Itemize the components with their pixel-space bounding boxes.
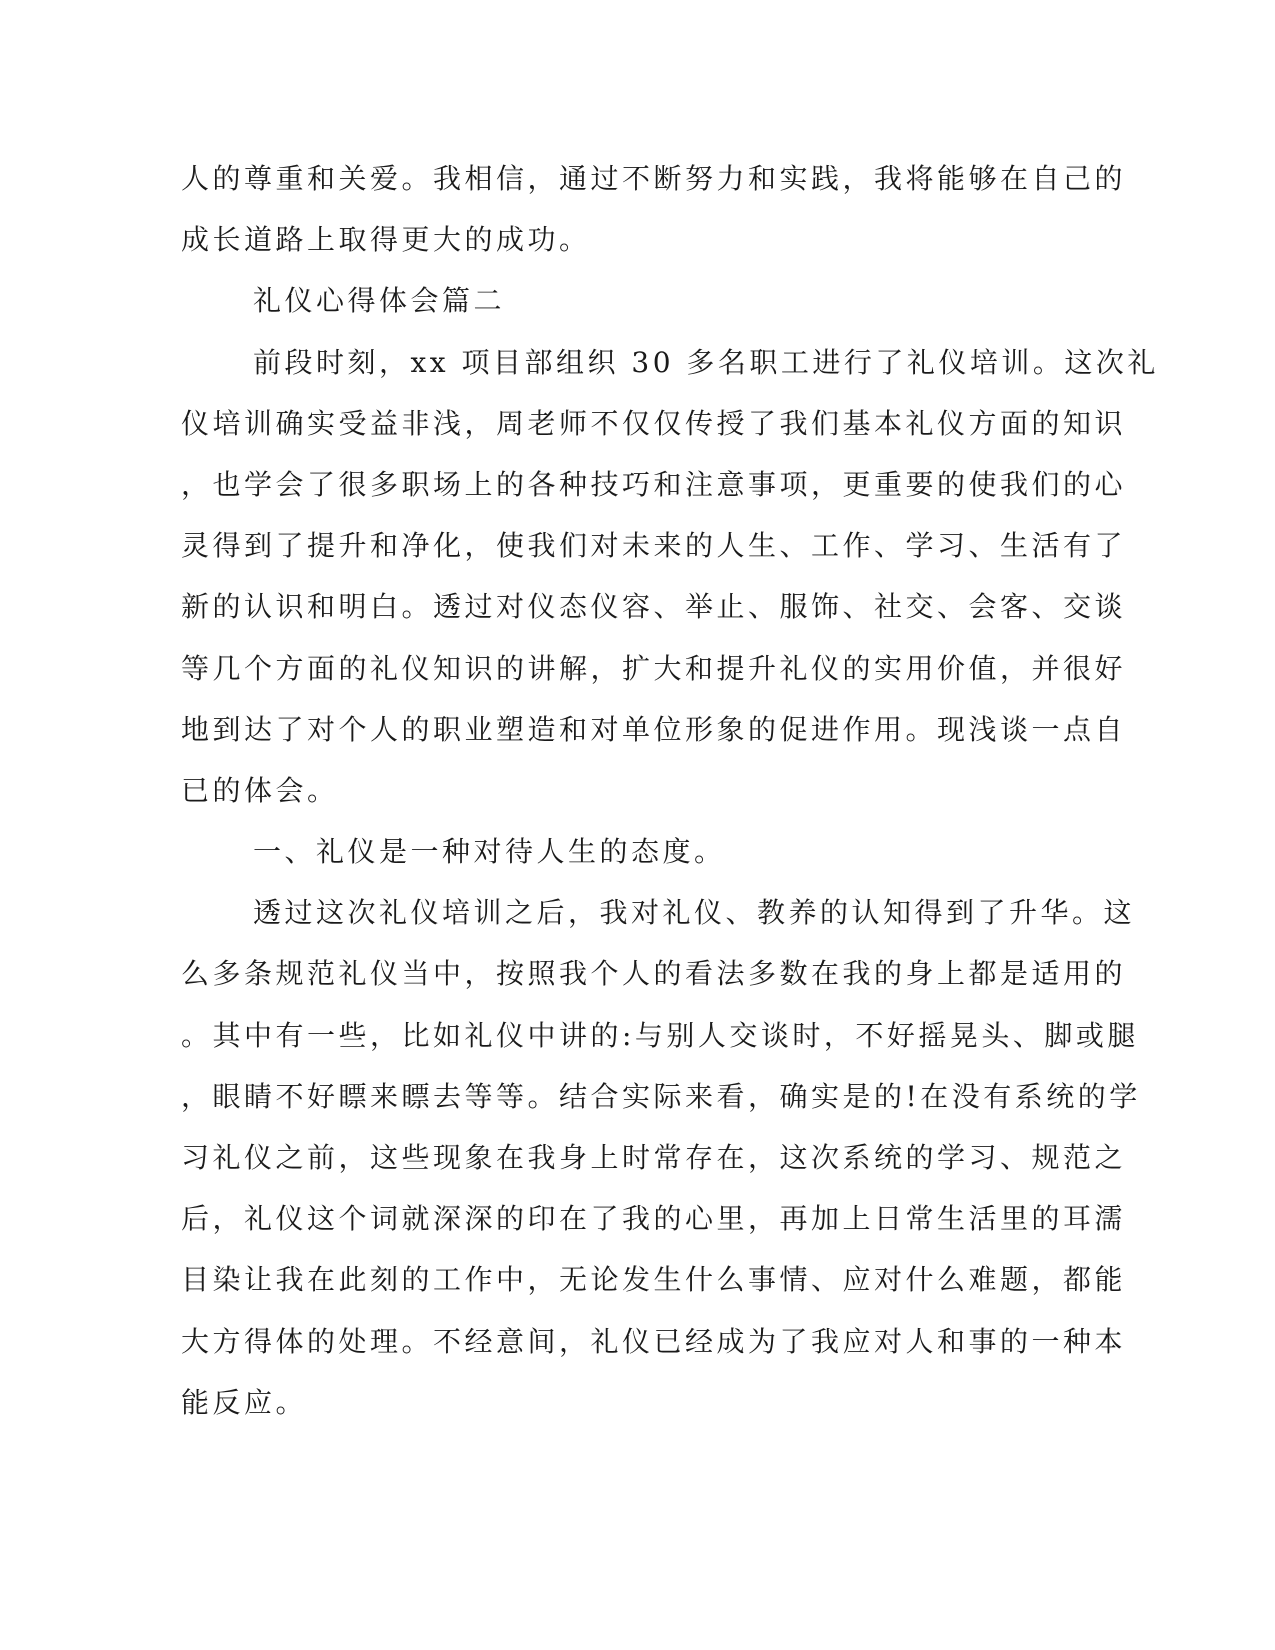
- paragraph-line: 灵得到了提升和净化，使我们对未来的人生、工作、学习、生活有了: [181, 529, 1127, 563]
- paragraph-line: 前段时刻，xx 项目部组织 30 多名职工进行了礼仪培训。这次礼: [253, 345, 1159, 379]
- paragraph-line: 大方得体的处理。不经意间，礼仪已经成为了我应对人和事的一种本: [181, 1324, 1127, 1358]
- paragraph-line: 地到达了对个人的职业塑造和对单位形象的促进作用。现浅谈一点自: [181, 712, 1127, 746]
- paragraph-line: 仪培训确实受益非浅，周老师不仅仅传授了我们基本礼仪方面的知识: [181, 406, 1127, 440]
- paragraph-line: 等几个方面的礼仪知识的讲解，扩大和提升礼仪的实用价值，并很好: [181, 651, 1127, 685]
- paragraph-line: 习礼仪之前，这些现象在我身上时常存在，这次系统的学习、规范之: [181, 1141, 1127, 1174]
- paragraph-line: ，也学会了很多职场上的各种技巧和注意事项，更重要的使我们的心: [181, 467, 1127, 501]
- paragraph-line: 新的认识和明白。透过对仪态仪容、举止、服饰、社交、会客、交谈: [181, 590, 1127, 624]
- section-heading: 礼仪心得体会篇二: [253, 284, 506, 318]
- paragraph-line: 后，礼仪这个词就深深的印在了我的心里，再加上日常生活里的耳濡: [181, 1202, 1127, 1236]
- paragraph-line: 人的尊重和关爱。我相信，通过不断努力和实践，我将能够在自己的: [181, 162, 1127, 195]
- paragraph-line: 能反应。: [181, 1385, 308, 1419]
- subsection-heading: 一、礼仪是一种对待人生的态度。: [253, 835, 726, 869]
- paragraph-line: ，眼睛不好瞟来瞟去等等。结合实际来看，确实是的!在没有系统的学: [181, 1079, 1141, 1113]
- paragraph-line: 成长道路上取得更大的成功。: [181, 223, 591, 257]
- paragraph-line: 透过这次礼仪培训之后，我对礼仪、教养的认知得到了升华。这: [253, 896, 1136, 930]
- document-body: [181, 148, 1159, 1433]
- paragraph-line: 。其中有一些，比如礼仪中讲的:与别人交谈时，不好摇晃头、脚或腿: [181, 1018, 1139, 1052]
- paragraph-line: 目染让我在此刻的工作中，无论发生什么事情、应对什么难题，都能: [181, 1263, 1127, 1297]
- paragraph-line: 么多条规范礼仪当中，按照我个人的看法多数在我的身上都是适用的: [181, 957, 1127, 991]
- paragraph-line: 已的体会。: [181, 773, 339, 807]
